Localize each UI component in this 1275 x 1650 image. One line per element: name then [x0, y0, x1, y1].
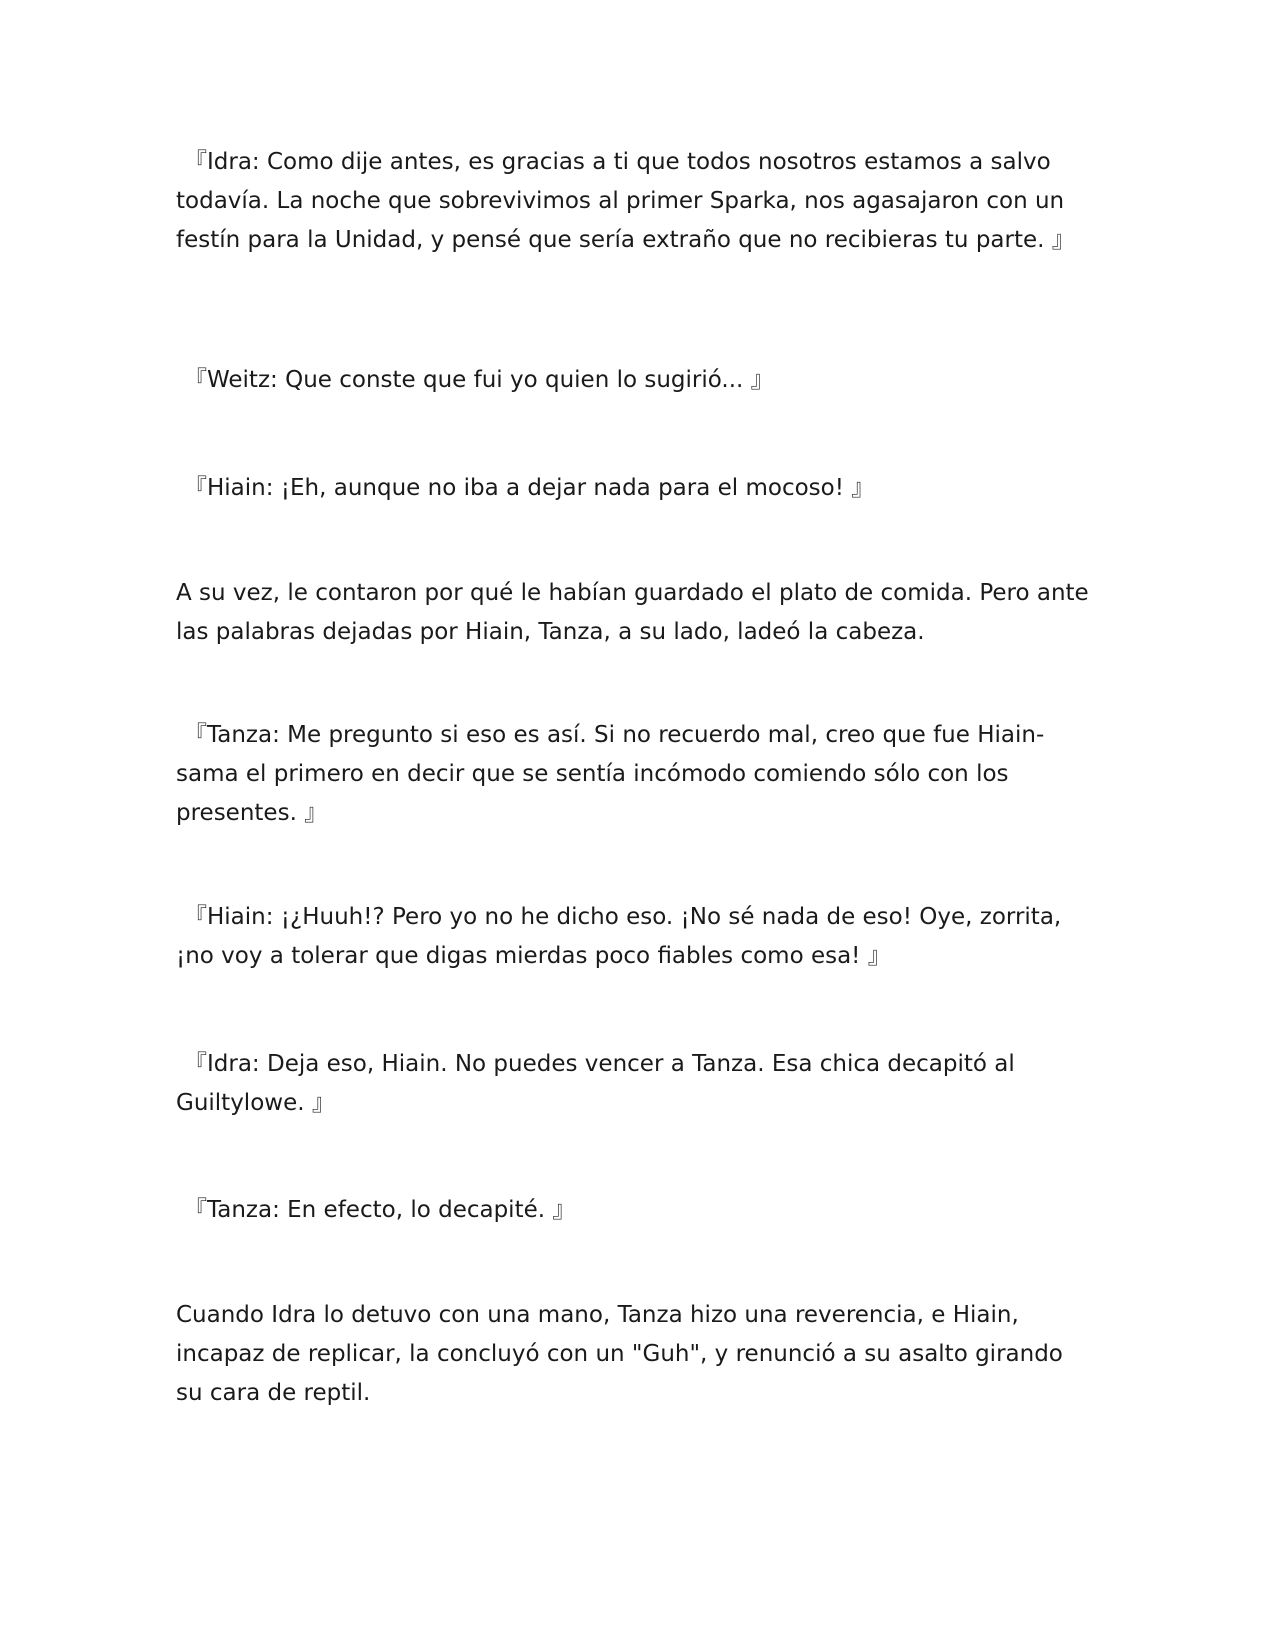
dialogue-weitz: 『Weitz: Que conste que fui yo quien lo sugirió... 』 — [184, 367, 774, 393]
dialogue-idra-2: 『Idra: Deja eso, Hiain. No puedes vencer a Tanza. Esa chica decapitó al Guiltylowe. 』 — [176, 1051, 1015, 1116]
narration-2: Cuando Idra lo detuvo con una mano, Tanza hizo una reverencia, e Hiain, incapaz de replicar, la concluyó con un "Guh", y renunció a su asalto girando su cara de reptil. — [176, 1302, 1063, 1406]
dialogue-tanza-2: 『Tanza: En efecto, lo decapité. 』 — [184, 1197, 576, 1223]
dialogue-idra-1: 『Idra: Como dije antes, es gracias a ti que todos nosotros estamos a salvo todavía. La noche que sobrevivimos al primer Sparka, nos agasajaron con un festín para la Unidad, y pensé que sería extraño que no recibieras tu parte. 』 — [176, 149, 1075, 253]
narration-1: A su vez, le contaron por qué le habían guardado el plato de comida. Pero ante las palabras dejadas por Hiain, Tanza, a su lado, ladeó la cabeza. — [176, 580, 1089, 645]
dialogue-hiain-1: 『Hiain: ¡Eh, aunque no iba a dejar nada para el mocoso! 』 — [184, 475, 875, 501]
dialogue-hiain-2: 『Hiain: ¡¿Huuh!? Pero yo no he dicho eso. ¡No sé nada de eso! Oye, zorrita, ¡no voy a tolerar que digas mierdas poco fiables como esa! 』 — [176, 904, 1062, 969]
dialogue-tanza-1: 『Tanza: Me pregunto si eso es así. Si no recuerdo mal, creo que fue Hiain-sama el primero en decir que se sentía incómodo comiendo sólo con los presentes. 』 — [176, 722, 1045, 826]
